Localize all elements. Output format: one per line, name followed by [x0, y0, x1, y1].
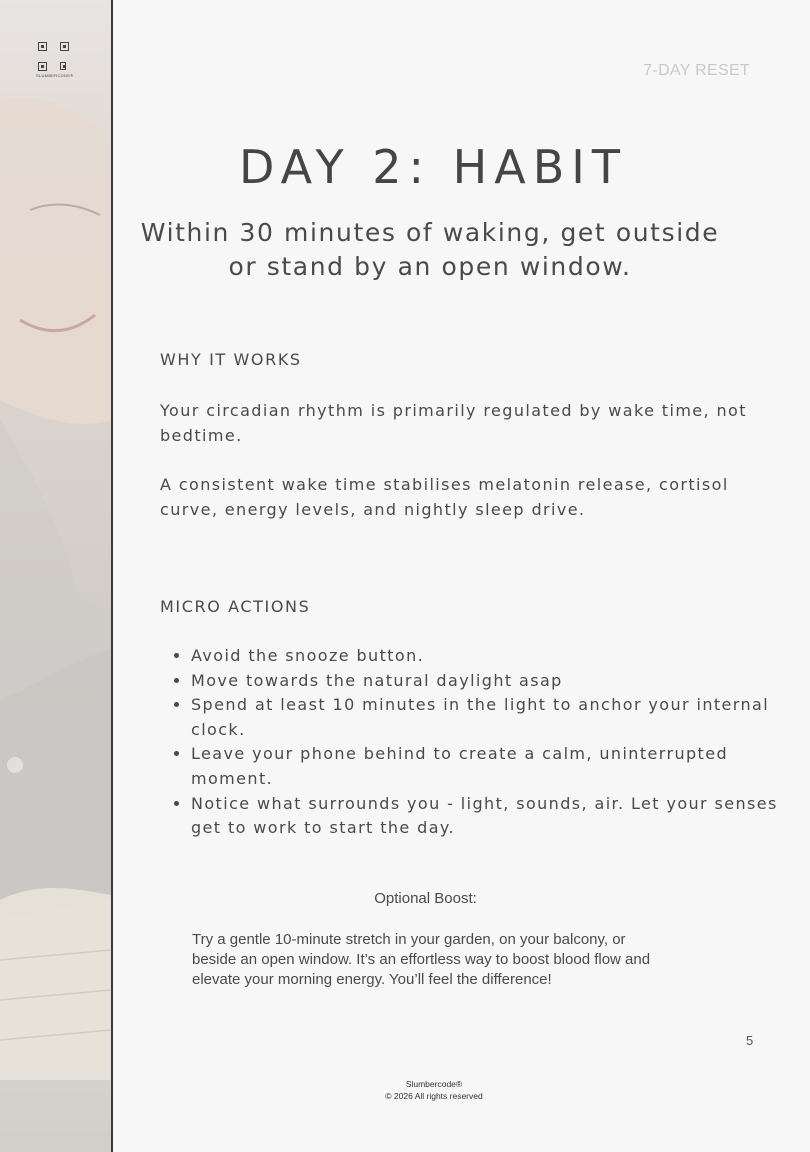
- header-tag: 7-DAY RESET: [643, 62, 750, 79]
- side-photo: [0, 0, 111, 1152]
- footer: [360, 1078, 508, 1102]
- optional-boost-heading: Optional Boost:: [374, 890, 477, 907]
- list-item: • Notice what surrounds you - light, sounds, air. Let your senses get to work to start the day.: [191, 792, 781, 841]
- list-item: • Spend at least 10 minutes in the light to anchor your internal clock.: [191, 693, 781, 742]
- list-item: • Avoid the snooze button.: [191, 644, 781, 669]
- logo-square-icon: [38, 42, 47, 51]
- why-paragraph: A consistent wake time stabilises melatonin release, cortisol curve, energy levels, and nightly sleep drive.: [160, 475, 729, 519]
- page-title: DAY 2: HABIT: [239, 140, 627, 194]
- why-it-works-heading: WHY IT WORKS: [160, 350, 302, 369]
- brand-logo: [32, 38, 76, 82]
- list-item: • Move towards the natural daylight asap: [191, 669, 781, 694]
- list-item: • Leave your phone behind to create a calm, uninterrupted moment.: [191, 742, 781, 791]
- footer-copyright: © 2026 All rights reserved: [385, 1091, 483, 1101]
- logo-square-icon: [60, 42, 69, 51]
- footer-brand: Slumbercode®: [405, 1079, 463, 1089]
- logo-square-icon: [38, 62, 47, 71]
- why-paragraph: Your circadian rhythm is primarily regulated by wake time, not bedtime.: [160, 401, 747, 445]
- micro-actions-heading: MICRO ACTIONS: [160, 597, 311, 616]
- page-number: 5: [746, 1033, 754, 1048]
- logo-text: SLUMBERCODE®: [36, 73, 74, 78]
- page-subtitle: Within 30 minutes of waking, get outside or stand by an open window.: [140, 218, 720, 281]
- logo-square-icon: [60, 62, 66, 70]
- optional-boost-text: Try a gentle 10-minute stretch in your garden, on your balcony, or beside an open window. It’s an effortless way to boost blood flow and elevate your morning energy. You’ll feel the difference!: [192, 931, 651, 988]
- micro-actions-list: [160, 644, 781, 841]
